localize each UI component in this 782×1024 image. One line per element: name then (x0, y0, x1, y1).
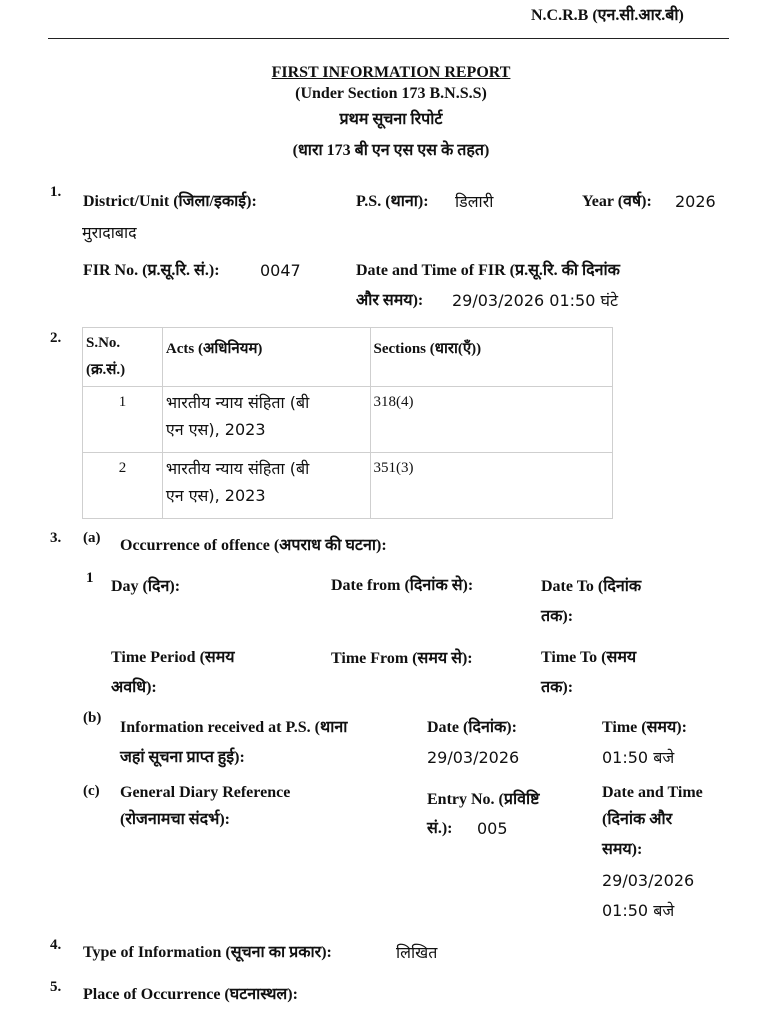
gd-date-value: 29/03/2026 (602, 871, 695, 890)
year-label: Year (वर्ष): (582, 193, 652, 210)
row-act-line1: भारतीय न्याय संहिता (बी (165, 393, 310, 412)
occurrence-title: Occurrence of offence (अपराध की घटना): (120, 537, 387, 554)
time-to-label-cont: तक): (541, 679, 574, 696)
row-act-line1: भारतीय न्याय संहिता (बी (165, 459, 310, 478)
row-sno: 2 (83, 453, 163, 519)
table-header-row (83, 328, 613, 387)
info-date-value: 29/03/2026 (427, 748, 520, 767)
header-divider (48, 38, 729, 39)
time-period-label-cont: अवधि): (111, 679, 157, 696)
sections-header: Sections (धारा(एँ)) (370, 328, 613, 387)
general-diary-label-cont: (रोजनामचा संदर्भ): (120, 811, 231, 828)
sno-header-line1: S.No. (86, 335, 121, 351)
entry-no-label: Entry No. (प्रविष्टि (427, 791, 540, 808)
report-title-en: FIRST INFORMATION REPORT (271, 64, 511, 81)
gd-datetime-label: Date and Time (602, 784, 703, 801)
police-station-value: डिलारी (455, 192, 494, 211)
fir-datetime-value: 29/03/2026 01:50 घंटे (452, 291, 619, 310)
time-from-label: Time From (समय से): (331, 650, 473, 667)
info-type-label: Type of Information (सूचना का प्रकार): (83, 944, 332, 961)
subsection-c-label: (c) (83, 783, 100, 799)
subsection-b-label: (b) (83, 710, 102, 726)
report-subtitle-en: (Under Section 173 B.N.S.S) (295, 85, 487, 102)
table-row (83, 453, 613, 519)
year-value: 2026 (675, 192, 716, 211)
fir-number-value: 0047 (260, 261, 301, 280)
row-act-line2: एन एस), 2023 (165, 486, 266, 505)
ncrb-header: N.C.R.B (एन.सी.आर.बी) (531, 7, 684, 24)
acts-sections-table (82, 327, 613, 519)
time-period-label: Time Period (समय (111, 649, 235, 666)
subsection-a-label: (a) (83, 530, 101, 546)
gd-time-value: 01:50 बजे (602, 901, 675, 920)
info-time-label: Time (समय): (602, 719, 687, 736)
day-label: Day (दिन): (111, 578, 181, 595)
entry-no-value: 005 (477, 819, 508, 838)
place-of-occurrence-label: Place of Occurrence (घटनास्थल): (83, 986, 298, 1003)
section-2-number: 2. (50, 330, 62, 346)
general-diary-label: General Diary Reference (120, 784, 291, 801)
row-sno: 1 (83, 387, 163, 453)
entry-no-label-cont: सं.): (427, 820, 453, 837)
date-to-label-cont: तक): (541, 608, 574, 625)
section-4-number: 4. (50, 937, 62, 953)
section-5-number: 5. (50, 979, 62, 995)
district-value: मुरादाबाद (82, 223, 137, 242)
fir-datetime-label-cont: और समय): (356, 292, 424, 309)
info-type-value: लिखित (396, 943, 438, 962)
section-1-number: 1. (50, 184, 62, 200)
row-act (162, 453, 370, 519)
sno-header-line2: (क्र.सं.) (86, 362, 126, 378)
info-received-label: Information received at P.S. (थाना (120, 719, 348, 736)
row-section: 318(4) (370, 387, 613, 453)
gd-datetime-label-cont: (दिनांक और (602, 811, 673, 828)
row-section: 351(3) (370, 453, 613, 519)
row-act-line2: एन एस), 2023 (165, 420, 266, 439)
section-3-number: 3. (50, 530, 62, 546)
occurrence-row-number: 1 (86, 570, 94, 586)
police-station-label: P.S. (थाना): (356, 193, 429, 210)
info-received-label-cont: जहां सूचना प्राप्त हुई): (120, 749, 245, 766)
acts-header: Acts (अधिनियम) (162, 328, 370, 387)
report-subtitle-hi: (धारा 173 बी एन एस एस के तहत) (292, 142, 490, 159)
report-title-hi: प्रथम सूचना रिपोर्ट (339, 111, 443, 128)
info-date-label: Date (दिनांक): (427, 719, 517, 736)
gd-datetime-label-cont2: समय): (602, 841, 643, 858)
date-from-label: Date from (दिनांक से): (331, 577, 474, 594)
sno-header (83, 328, 163, 387)
district-label: District/Unit (जिला/इकाई): (83, 193, 257, 210)
table-row (83, 387, 613, 453)
info-time-value: 01:50 बजे (602, 748, 675, 767)
fir-number-label: FIR No. (प्र.सू.रि. सं.): (83, 262, 220, 279)
fir-datetime-label: Date and Time of FIR (प्र.सू.रि. की दिनांक (356, 262, 620, 279)
date-to-label: Date To (दिनांक (541, 578, 642, 595)
row-act (162, 387, 370, 453)
time-to-label: Time To (समय (541, 649, 637, 666)
